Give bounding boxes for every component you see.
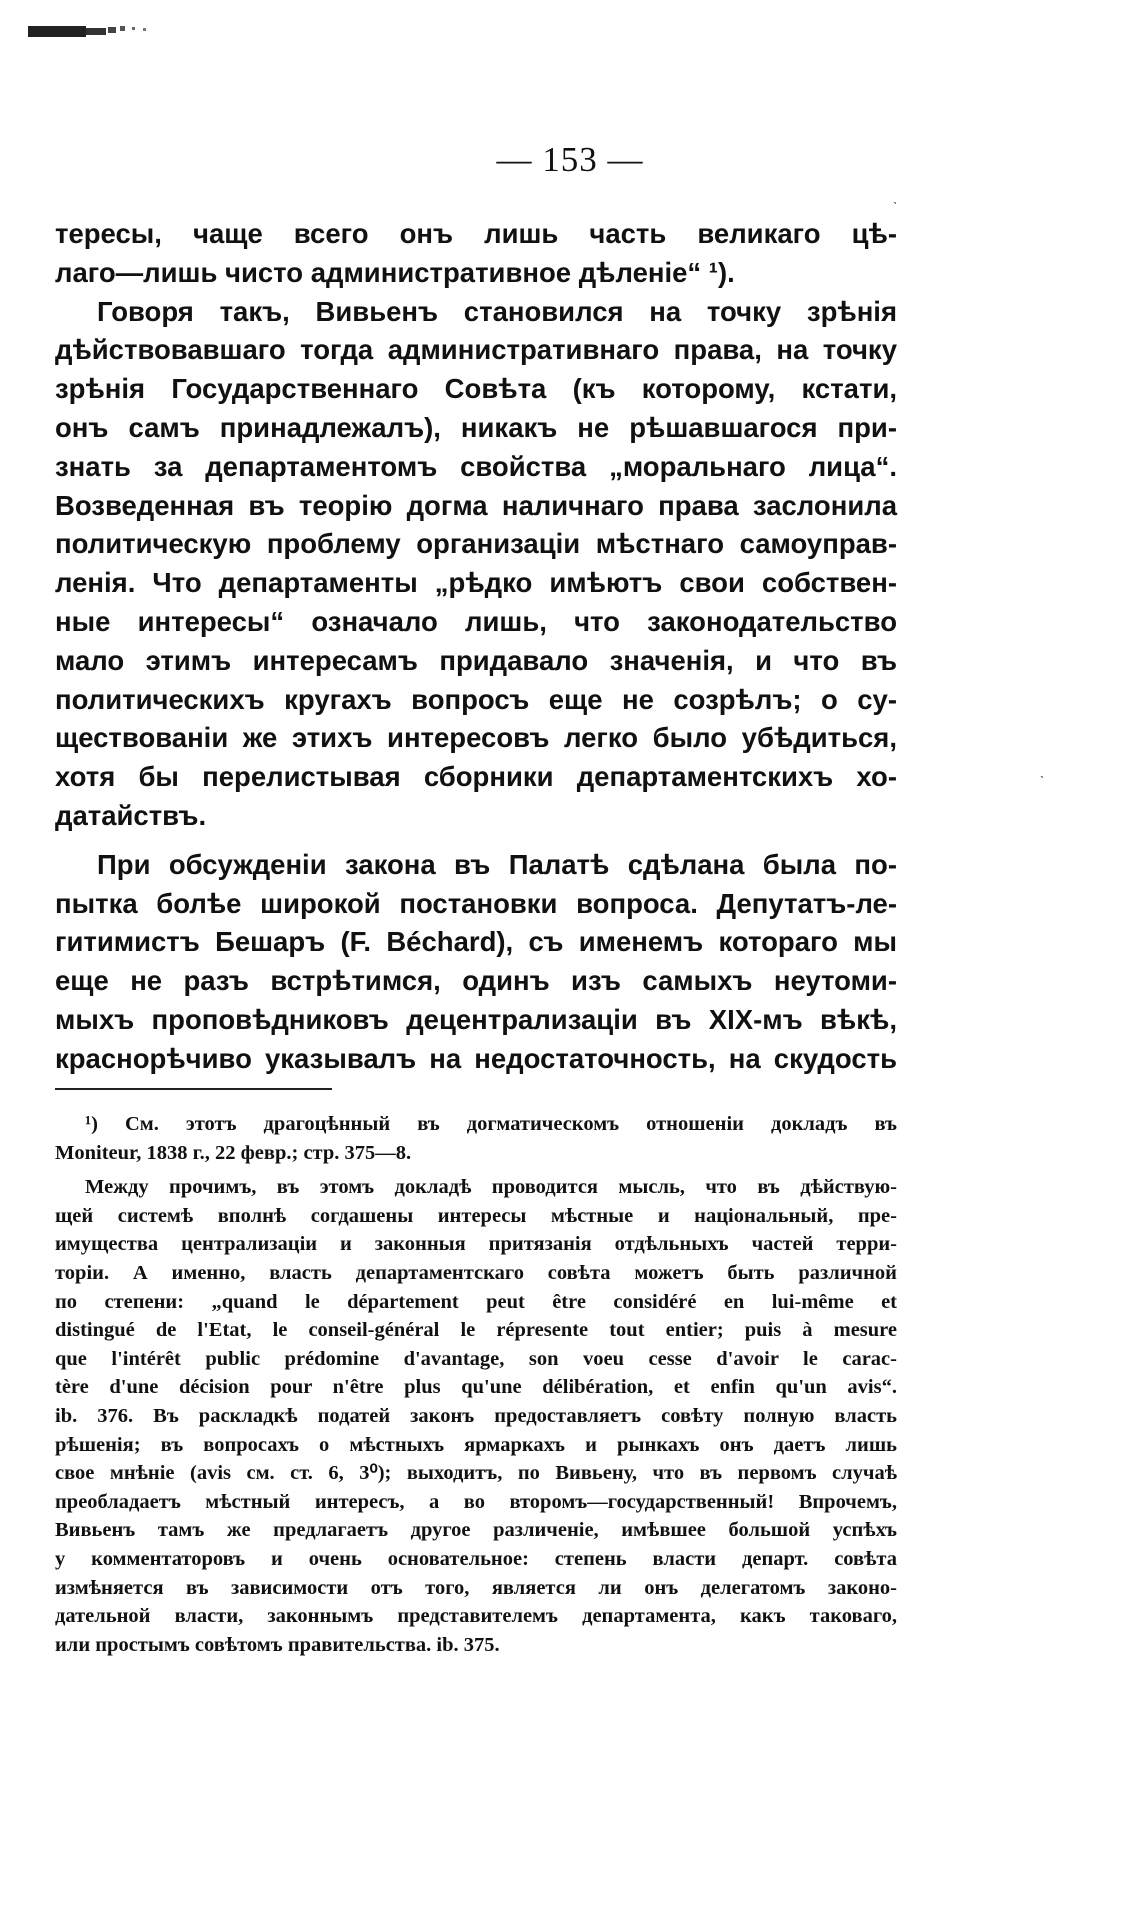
paragraph-3 [55, 846, 897, 1079]
paragraph-1 [55, 215, 897, 293]
footnote-line: рѣшенія; въ вопросахъ о мѣстныхъ ярмаркахъ и рынкахъ онъ даетъ лишь [55, 1433, 897, 1456]
text-line: лаго—лишь чисто административное дѣленіе“ ¹). [55, 256, 735, 288]
footnotes [55, 1110, 897, 1659]
text-line: политическую проблему организаціи мѣстнаго самоуправ- [55, 528, 897, 560]
text-line: ществованіи же этихъ интересовъ легко было убѣдиться, [55, 722, 897, 754]
text-line: краснорѣчиво указывалъ на недостаточность, на скудость [55, 1042, 897, 1074]
footnote-line: торіи. А именно, власть департаментскаго совѣта можетъ быть различной [55, 1261, 897, 1284]
footnote-line: Moniteur, 1838 г., 22 февр.; стр. 375—8. [55, 1141, 412, 1164]
footnote-line: у комментаторовъ и очень основательное: степень власти департ. совѣта [55, 1547, 897, 1570]
footnote-line: свое мнѣніе (avis см. ст. 6, 3⁰); выходитъ, по Вивьену, что въ первомъ случаѣ [55, 1462, 897, 1485]
text-line: гитимистъ Бешаръ (F. Béchard), съ именемъ котораго мы [55, 926, 897, 958]
footnote-line: измѣняется въ зависимости отъ того, является ли онъ делегатомъ законо- [55, 1576, 897, 1599]
footnote-line: distingué de l'Etat, le conseil-général le répresente tout entier; puis à mesure [55, 1319, 897, 1342]
text-line: При обсужденіи закона въ Палатѣ сдѣлана была по- [97, 848, 897, 880]
main-text [55, 215, 897, 1079]
text-line: Говоря такъ, Вивьенъ становился на точку зрѣнія [97, 295, 897, 327]
footnote-line: Вивьенъ тамъ же предлагаетъ другое различеніе, имѣвшее большой успѣхъ [55, 1519, 897, 1542]
text-line: хотя бы перелистывая сборники департаментскихъ хо- [55, 761, 897, 793]
footnote-line: tère d'une décision pour n'être plus qu'une délibération, et enfin qu'un avis“. [55, 1376, 897, 1399]
footnote-line: ib. 376. Въ раскладкѣ податей законъ предоставляетъ совѣту полную власть [55, 1404, 897, 1427]
footnote-line: Между прочимъ, въ этомъ докладѣ проводится мысль, что въ дѣйствую- [85, 1176, 897, 1199]
footnote-line: дательной власти, законнымъ представителемъ департамента, какъ таковаго, [55, 1605, 897, 1628]
text-line: еще не разъ встрѣтимся, одинъ изъ самыхъ неутоми- [55, 965, 897, 997]
text-line: ленія. Что департаменты „рѣдко имѣютъ свои собствен- [55, 567, 897, 599]
scan-speck: ˎ [893, 188, 898, 204]
text-line: политическихъ кругахъ вопросъ еще не созрѣлъ; о су- [55, 683, 897, 715]
footnote-line: по степени: „quand le département peut être considéré en lui-même et [55, 1290, 897, 1313]
text-line: ные интересы“ означало лишь, что законодательство [55, 605, 897, 637]
footnote-line: ¹) См. этотъ драгоцѣнный въ догматическомъ отношеніи докладъ въ [85, 1113, 897, 1135]
footnote-divider [55, 1088, 332, 1090]
text-line: онъ самъ принадлежалъ), никакъ не рѣшавшагося при- [55, 411, 897, 443]
text-line: мало этимъ интересамъ придавало значенія, и что въ [55, 644, 897, 676]
text-line: Возведенная въ теорію догма наличнаго права заслонила [55, 489, 897, 521]
footnote-line: преобладаетъ мѣстный интересъ, а во второмъ—государственный! Впрочемъ, [55, 1490, 897, 1513]
footnote-line: que l'intérêt public prédomine d'avantage, son voeu cesse d'avoir le carac- [55, 1347, 897, 1370]
text-line: тересы, чаще всего онъ лишь часть великаго цѣ- [55, 218, 897, 249]
text-line: пытка болѣе широкой постановки вопроса. Депутатъ-ле- [55, 887, 897, 919]
text-line: мыхъ проповѣдниковъ децентрализаціи въ XIX-мъ вѣкѣ, [55, 1003, 897, 1035]
text-line: датайствъ. [55, 799, 207, 831]
scan-speck: ˎ [1040, 762, 1045, 778]
page-number: — 153 — [496, 140, 644, 179]
text-line: зрѣнія Государственнаго Совѣта (къ которому, кстати, [55, 373, 897, 405]
footnote-line: имущества централизаціи и законныя притязанія отдѣльныхъ частей терри- [55, 1233, 897, 1256]
text-line: дѣйствовавшаго тогда административнаго права, на точку [55, 334, 897, 366]
scan-corner-mark [28, 22, 168, 44]
text-line: знать за департаментомъ свойства „моральнаго лица“. [55, 450, 897, 482]
footnote-line: или простымъ совѣтомъ правительства. ib. 375. [55, 1633, 500, 1656]
paragraph-2 [55, 293, 897, 836]
footnote-line: щей системѣ вполнѣ согдашены интересы мѣстные и національный, пре- [55, 1204, 897, 1227]
